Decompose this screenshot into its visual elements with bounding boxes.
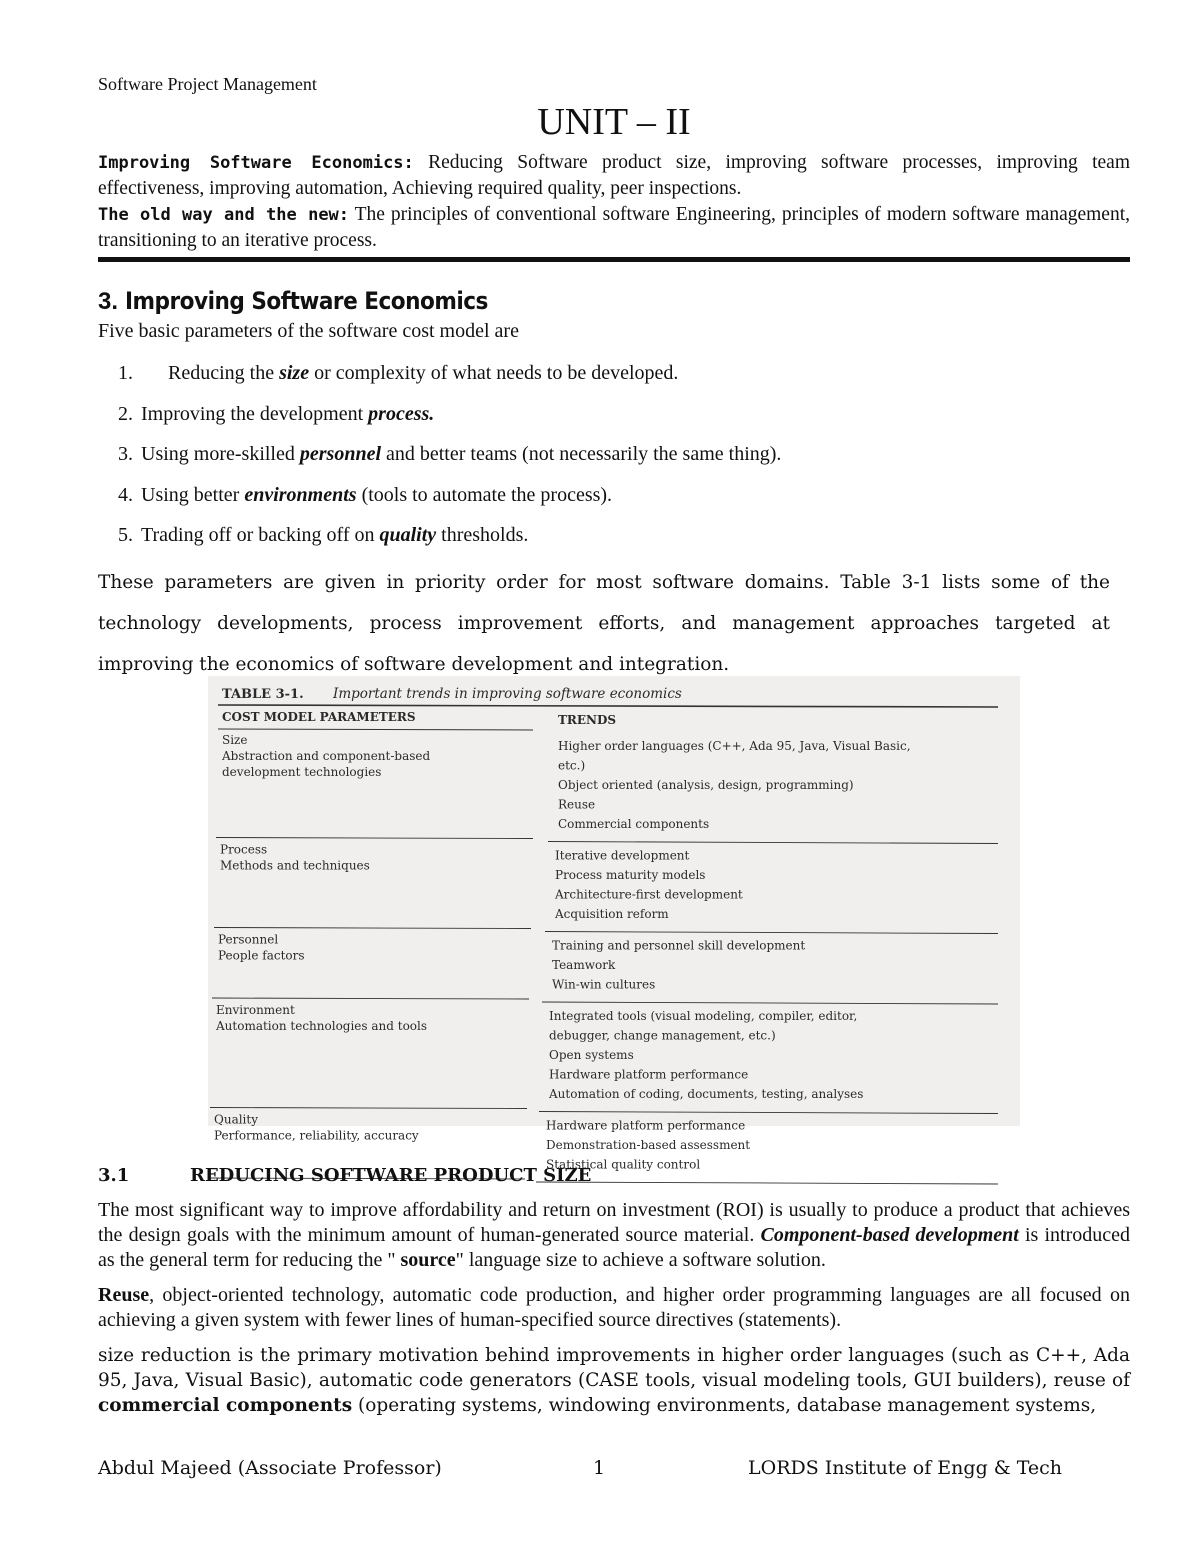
summary-old-new (98, 202, 1130, 254)
summary-text: The principles of conventional software Engineering, principles of modern software management, transitioning to an iterative process. (98, 204, 1130, 251)
item-number: 5. (118, 524, 133, 546)
table-caption-label: TABLE 3-1. (222, 687, 304, 702)
section-intro: Five basic parameters of the software cost model are (98, 320, 519, 342)
item-number: 4. (118, 483, 133, 506)
item-text: Using more-skilled (141, 443, 300, 465)
paragraph-text: size reduction is the primary motivation behind improvements in higher order languages (such as C++, Ada 95, Java, Visual Basic), automatic code generators (CASE tools, visual modeling tools, GUI builders), reuse of (98, 1345, 1130, 1391)
table-trend-item: Hardware platform performance (549, 1067, 749, 1082)
table-trend-item: Training and personnel skill development (552, 938, 806, 953)
table-parameter-name: Personnel (218, 932, 279, 947)
item-text: Reducing the (168, 362, 280, 384)
summary-topics (98, 150, 1130, 202)
unit-summary (98, 150, 1130, 254)
table-parameter-detail: Methods and techniques (220, 858, 370, 873)
item-number: 3. (118, 443, 133, 465)
priority-paragraph (98, 562, 1110, 685)
table-trend-item: Statistical quality control (546, 1157, 701, 1172)
item-text: and better teams (not necessarily the same thing). (381, 443, 782, 465)
scanned-table-figure (208, 676, 1020, 1172)
table-rule (218, 705, 998, 707)
paragraph-text: , object-oriented technology, automatic code production, and higher order programming languages are all focused on achieving a given system with fewer lines of human-specified source directives (statements). (98, 1284, 1130, 1331)
item-text: or complexity of what needs to be developed. (309, 362, 679, 384)
table-trend-item: Win-win cultures (552, 977, 656, 992)
table-trend-item: debugger, change management, etc.) (549, 1028, 776, 1043)
table-trend-item: Object oriented (analysis, design, programming) (558, 778, 854, 792)
table-trend-item: Automation of coding, documents, testing, analyses (549, 1087, 864, 1101)
footer-institute: LORDS Institute of Engg & Tech (748, 1457, 1063, 1479)
paragraph-text: (operating systems, windowing environments, database management systems, (352, 1395, 1097, 1416)
table-parameter-detail: Automation technologies and tools (216, 1019, 428, 1033)
parameter-list (98, 362, 781, 565)
table-parameter-name: Size (222, 733, 248, 747)
unit-title: UNIT – II (537, 101, 691, 143)
table-rule (210, 1108, 527, 1109)
table-trend-item: Iterative development (555, 848, 690, 863)
emphasis-text: commercial components (98, 1395, 353, 1416)
paragraph (98, 1343, 1130, 1418)
table-rule (216, 838, 533, 839)
paragraph (98, 1283, 1130, 1333)
table-trend-item: Architecture-first development (555, 887, 743, 902)
item-text: thresholds. (436, 524, 529, 546)
subsection-body (98, 1198, 1130, 1428)
table-parameter-detail: People factors (218, 948, 305, 963)
table-trend-item: etc.) (558, 758, 586, 773)
table-column-header: TRENDS (558, 713, 617, 727)
table-caption-title: Important trends in improving software economics (333, 686, 682, 702)
emphasis-text: Component-based development (760, 1224, 1019, 1246)
table-column-header: COST MODEL PARAMETERS (222, 710, 416, 724)
table-trend-item: Reuse (558, 797, 596, 812)
item-number: 1. (118, 362, 133, 384)
subsection-heading (98, 1165, 591, 1186)
table-rule (539, 1112, 998, 1114)
list-item (98, 362, 781, 403)
emphasis-text: Reuse (98, 1284, 150, 1306)
horizontal-rule (98, 257, 1130, 262)
item-text: Using better (141, 483, 245, 506)
running-head: Software Project Management (98, 74, 317, 94)
subsection-number: 3.1 (98, 1165, 130, 1186)
table-trend-item: Commercial components (558, 817, 710, 831)
table-parameter-name: Process (220, 842, 268, 857)
item-keyword: quality (379, 524, 437, 546)
list-item (98, 403, 781, 444)
item-keyword: size (279, 362, 310, 384)
summary-text: Reducing Software product size, improving software processes, improving team effectiveness, improving automation, Achieving required quality, peer inspections. (98, 152, 1130, 199)
table-rule (548, 842, 998, 844)
paragraph-text: is introduced as the general term for reducing the " (98, 1224, 1131, 1271)
table-parameter-name: Environment (216, 1003, 295, 1017)
list-item (98, 524, 781, 565)
table-trend-item: Demonstration-based assessment (546, 1138, 751, 1152)
table-rule (214, 928, 531, 929)
paragraph-text: These parameters are given in priority order for most software domains. Table 3-1 lists some of the technology developments, process improvement efforts, and management approaches targeted at improving the economics of software development and integration. (98, 572, 1110, 675)
item-text: (tools to automate the process). (356, 483, 613, 506)
list-item (98, 443, 781, 484)
summary-label: Improving Software Economics: (98, 153, 414, 173)
item-keyword: personnel (299, 443, 381, 465)
summary-label: The old way and the new: (98, 205, 350, 225)
table-trend-item: Open systems (549, 1048, 634, 1062)
table-trend-item: Process maturity models (555, 868, 706, 882)
section-heading (98, 287, 488, 316)
table-trend-item: Integrated tools (visual modeling, compiler, editor, (549, 1009, 858, 1023)
item-text: Improving the development (141, 402, 369, 425)
table-trend-item: Hardware platform performance (546, 1118, 746, 1133)
section-title: Improving Software Economics (118, 287, 488, 315)
table-parameter-name: Quality (214, 1112, 258, 1127)
paragraph (98, 1198, 1130, 1273)
table-rule (212, 998, 529, 999)
paragraph-text: " language size to achieve a software solution. (455, 1249, 826, 1271)
table-rule (545, 932, 998, 934)
table-parameter-detail: development technologies (222, 765, 382, 779)
table-trend-item: Higher order languages (C++, Ada 95, Java, Visual Basic, (558, 739, 911, 753)
paragraph-text: The most significant way to improve affordability and return on investment (ROI) is usually to produce a product that achieves the design goals with the minimum amount of human-generated source material. (98, 1199, 1130, 1246)
table-rule (536, 1182, 998, 1184)
item-keyword: environments (244, 483, 357, 506)
item-number: 2. (118, 402, 133, 425)
table-parameter-detail: Abstraction and component-based (222, 749, 431, 763)
item-text: Trading off or backing off on (141, 524, 380, 546)
list-item (98, 484, 781, 525)
table-rule (218, 729, 533, 730)
subsection-title: REDUCING SOFTWARE PRODUCT SIZE (190, 1165, 592, 1186)
table-rule (542, 1002, 998, 1004)
emphasis-text: source (395, 1249, 456, 1271)
table-trend-item: Acquisition reform (555, 907, 669, 921)
footer-author: Abdul Majeed (Associate Professor) (98, 1457, 442, 1479)
page-number: 1 (593, 1457, 606, 1479)
table-parameter-detail: Performance, reliability, accuracy (214, 1128, 419, 1143)
item-keyword: process. (368, 402, 435, 425)
table-trend-item: Teamwork (552, 958, 616, 972)
table-3-1 (208, 676, 1020, 1172)
section-number: 3. (98, 288, 119, 315)
